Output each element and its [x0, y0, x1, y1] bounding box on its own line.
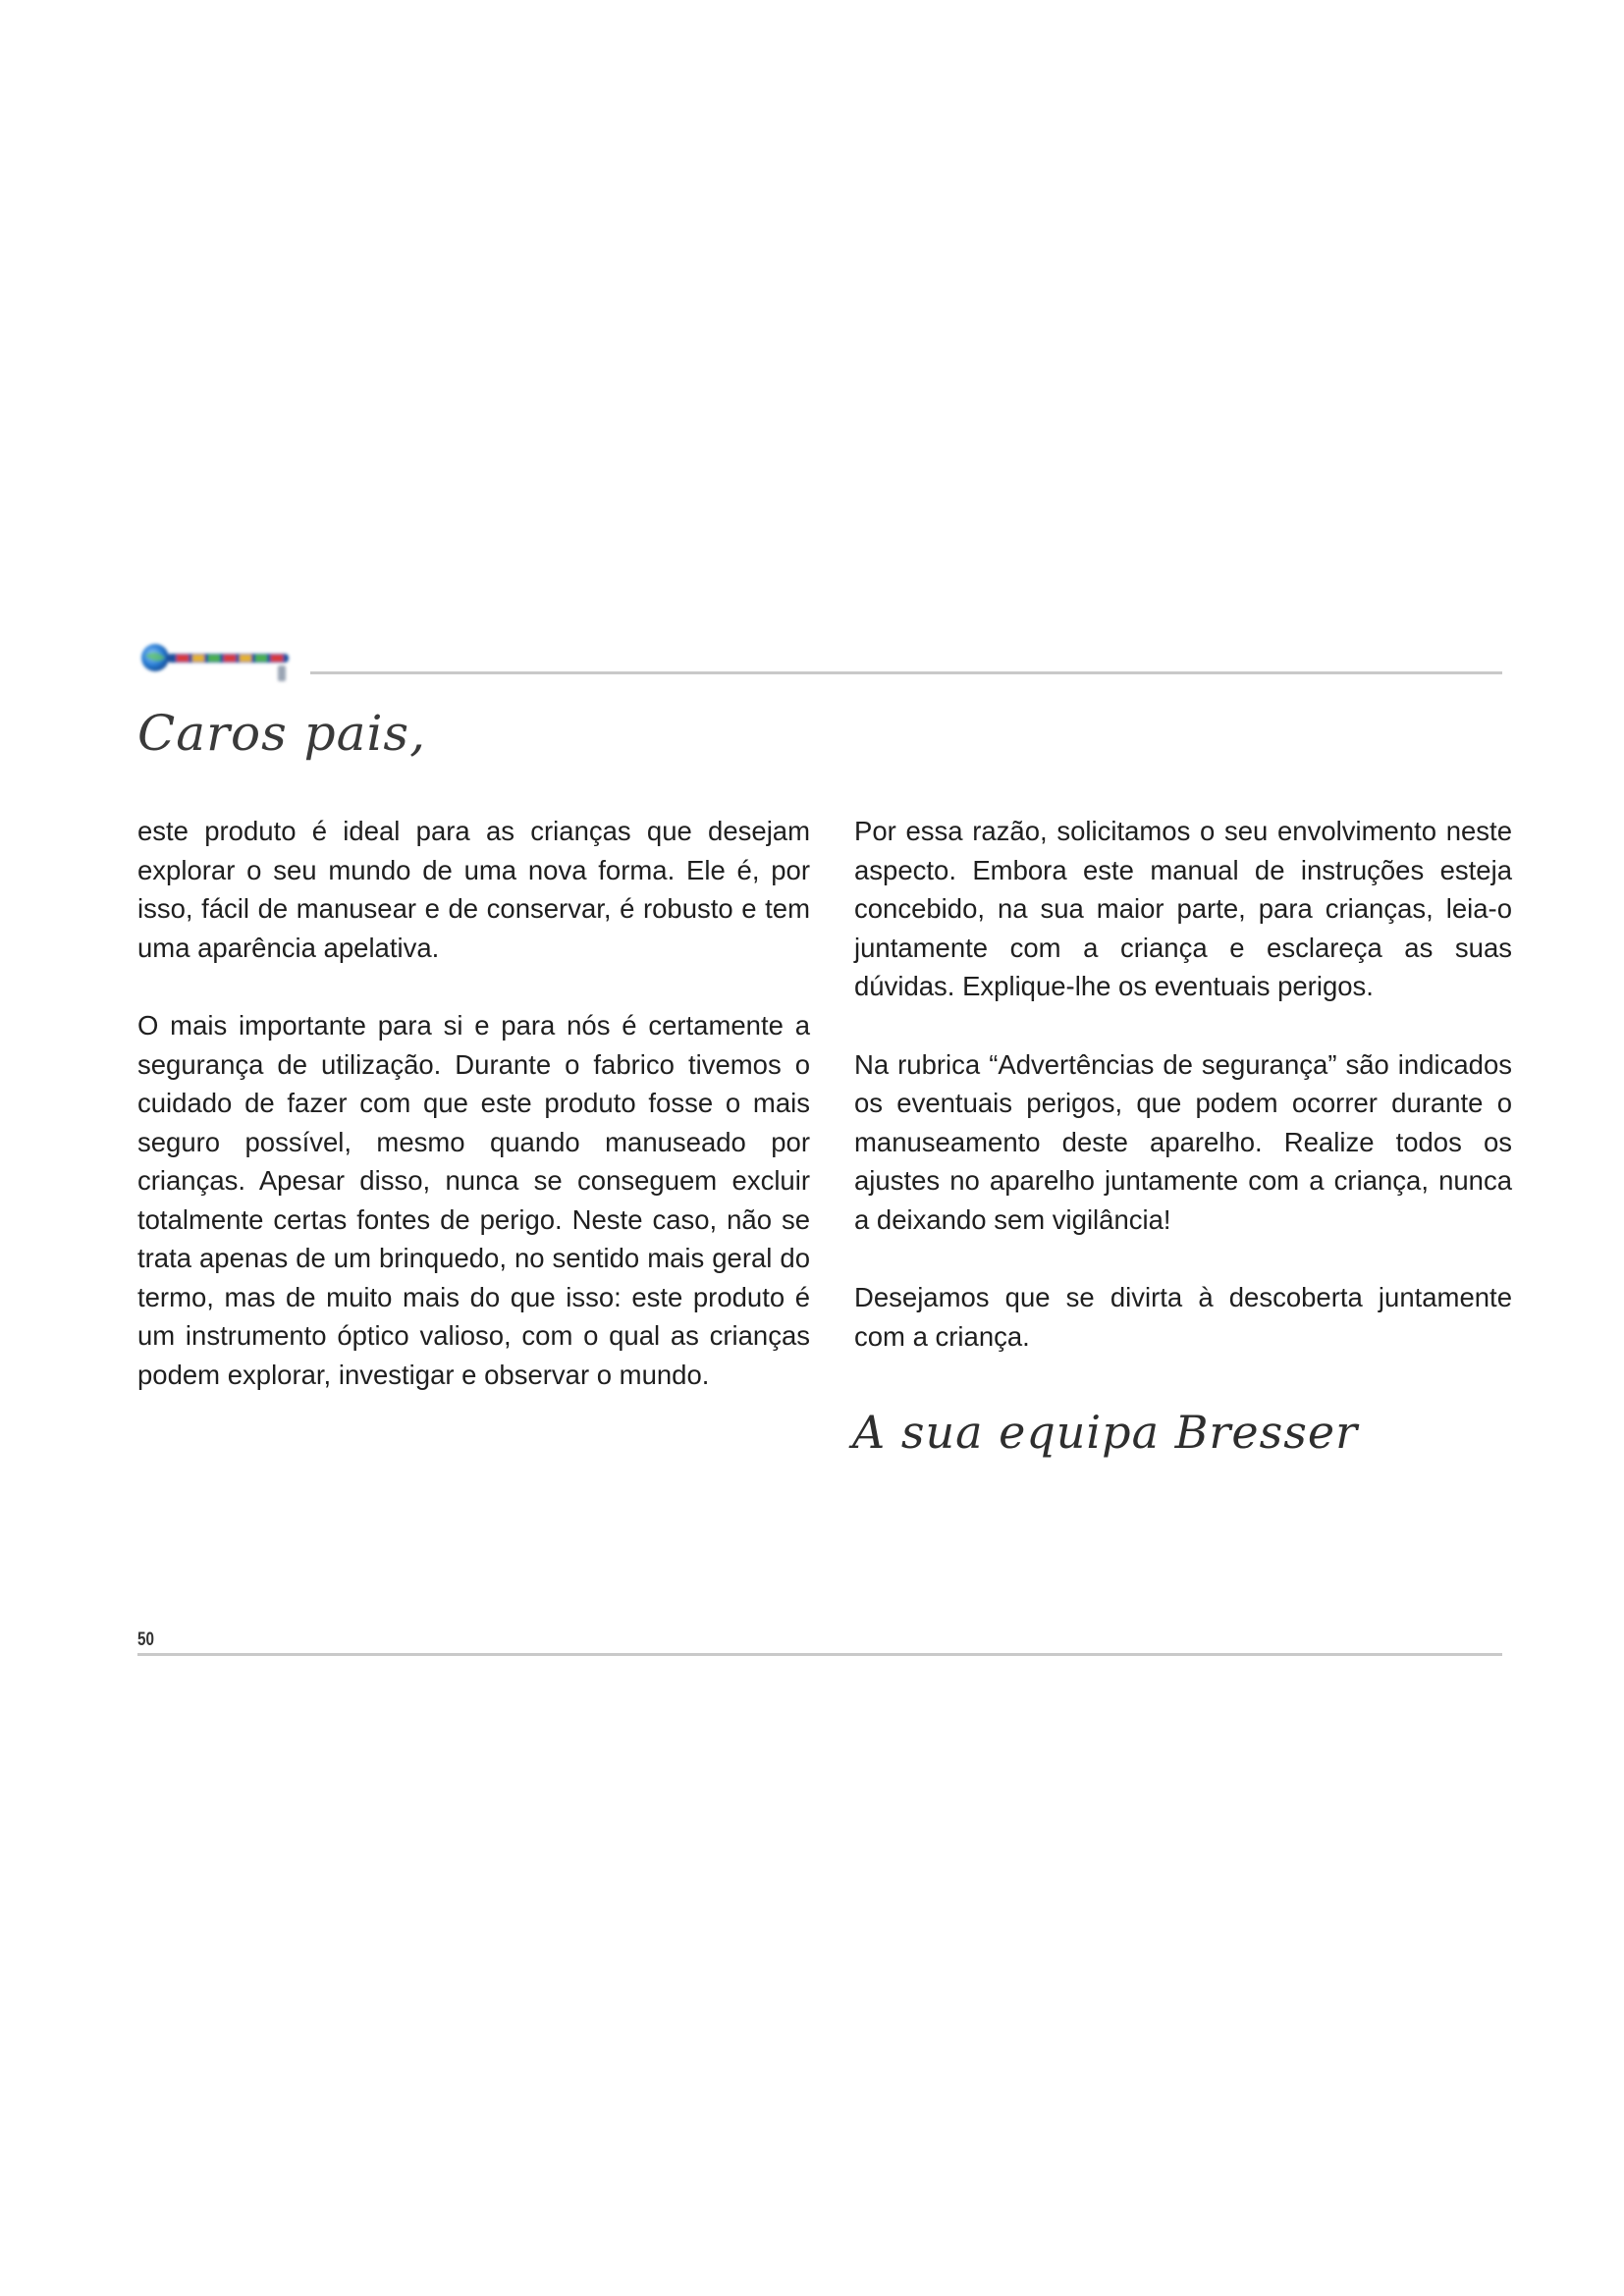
warnings-paragraph: Na rubrica “Advertências de segurança” são indicados os eventuais perigos, que podem ocorrer durante o manuseamento deste aparelho. Realize todos os ajustes no aparelho juntamente com a criança, nunca a deixando sem vigilância!: [854, 1048, 1512, 1235]
intro-paragraph: este produto é ideal para as crianças que desejam explorar o seu mundo de uma nova forma. Ele é, por isso, fácil de manusear e de conservar, é robusto e tem uma aparência apelativa.: [137, 816, 810, 963]
signature: A sua equipa Bresser: [852, 1406, 1359, 1459]
left-column: [137, 812, 810, 1433]
footer-divider: [137, 1653, 1502, 1656]
safety-paragraph: O mais importante para si e para nós é certamente a segurança de utilização. Durante o fabrico tivemos o cuidado de fazer com que este produto fosse o mais seguro possível, mesmo quando manuseado por crianças. Apesar disso, nunca se conseguem excluir totalmente certas fontes de perigo. Neste caso, não se trata apenas de um brinquedo, no sentido mais geral do termo, mas de muito mais do que isso: este produto é um instrumento óptico valioso, com o qual as crianças podem explorar, investigar e observar o mundo.: [137, 1010, 810, 1390]
greeting-heading: Caros pais,: [137, 705, 426, 762]
closing-paragraph: Desejamos que se divirta à descoberta juntamente com a criança.: [854, 1282, 1512, 1352]
bresser-logo-icon: [137, 636, 297, 697]
header-divider: [310, 671, 1502, 674]
involvement-paragraph: Por essa razão, solicitamos o seu envolvimento neste aspecto. Embora este manual de instruções esteja concebido, na sua maior parte, para crianças, leia-o juntamente com a criança e esclareça as suas dúvidas. Explique-lhe os eventuais perigos.: [854, 816, 1512, 1001]
logo-graphic: [137, 636, 297, 697]
right-column: [854, 812, 1512, 1395]
page-number: 50: [137, 1629, 154, 1650]
